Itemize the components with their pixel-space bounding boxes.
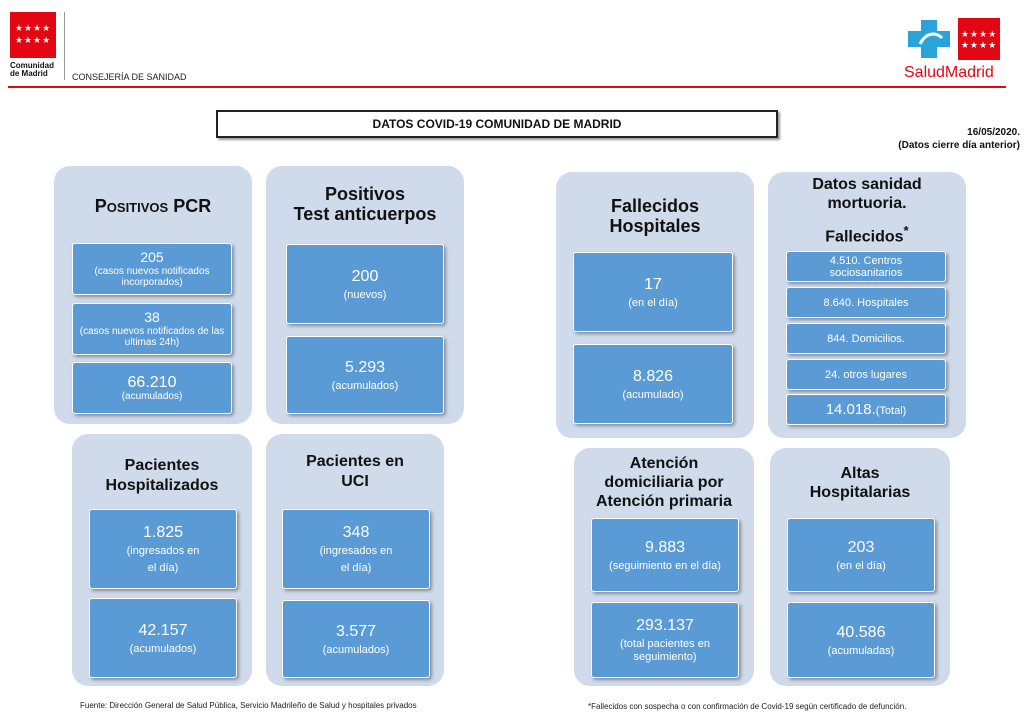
panel-pacientes-uci bbox=[266, 434, 444, 686]
panel-pacientes-hospitalizados bbox=[72, 434, 252, 686]
fallecidos-card-acumulado: 8.826 (acumulado) bbox=[573, 344, 733, 424]
footer-note: *Fallecidos con sospecha o con confirmación de Covid-19 según certificado de defunción. bbox=[588, 702, 907, 711]
panel-title: Pacientes Hospitalizados bbox=[105, 457, 219, 494]
mortuoria-row-domicilios: 844. Domicilios. bbox=[786, 323, 946, 354]
uci-card-ingresados: 348 (ingresados en el día) bbox=[282, 509, 430, 589]
altas-card-acumuladas: 40.586 (acumuladas) bbox=[787, 602, 935, 678]
panel-title: Positivos Test anticuerpos bbox=[293, 184, 437, 224]
flag-stars-top: ★★★★ bbox=[14, 23, 52, 33]
org-name: Comunidad de Madrid bbox=[10, 61, 54, 78]
mortuoria-row-centros: 4.510. Centros sociosanitarios bbox=[786, 251, 946, 282]
panel-title: Pacientes en UCI bbox=[306, 453, 404, 490]
atencion-card-seguimiento-dia: 9.883 (seguimiento en el día) bbox=[591, 518, 739, 592]
fallecidos-card-en-el-dia: 17 (en el día) bbox=[573, 252, 733, 332]
panel-positivos-anticuerpos bbox=[266, 166, 464, 424]
anticuerpos-card-acumulados: 5.293 (acumulados) bbox=[286, 336, 444, 414]
panel-title: Altas Hospitalarias bbox=[809, 465, 911, 501]
mortuoria-row-hospitales: 8.640. Hospitales bbox=[786, 287, 946, 318]
header-red-line bbox=[8, 86, 1006, 88]
pcr-card-nuevos-incorporados: 205 (casos nuevos notificados incorporados) bbox=[72, 243, 232, 295]
panel-positivos-pcr bbox=[54, 166, 252, 424]
panel-fallecidos-hospitales bbox=[556, 172, 754, 438]
salud-madrid-cross-icon bbox=[906, 18, 952, 60]
footnote-mark: * bbox=[903, 223, 909, 238]
comunidad-madrid-logo bbox=[10, 12, 56, 58]
panel-title: Positivos PCR bbox=[94, 196, 212, 216]
panel-title: Atención domiciliaria por Atención primaria bbox=[595, 455, 733, 510]
panel-title: Fallecidos Hospitales bbox=[609, 196, 701, 236]
hospitalizados-card-acumulados: 42.157 (acumulados) bbox=[89, 598, 237, 678]
department-label: CONSEJERÍA DE SANIDAD bbox=[72, 72, 187, 82]
panel-title: Datos sanidad mortuoria. Fallecidos* bbox=[812, 176, 922, 246]
report-title: DATOS COVID-19 COMUNIDAD DE MADRID bbox=[216, 110, 778, 138]
report-date: 16/05/2020. (Datos cierre día anterior) bbox=[898, 127, 1020, 151]
flag-stars-bottom: ★★★★ bbox=[14, 35, 52, 45]
salud-madrid-flag: ★★★★ ★★★★ bbox=[958, 18, 1000, 60]
panel-atencion-domiciliaria bbox=[574, 448, 754, 686]
mortuoria-row-total: 14.018.(Total) bbox=[786, 394, 946, 425]
panel-altas-hospitalarias bbox=[770, 448, 950, 686]
panel-sanidad-mortuoria bbox=[768, 172, 966, 438]
hospitalizados-card-ingresados: 1.825 (ingresados en el día) bbox=[89, 509, 237, 589]
mortuoria-row-otros: 24. otros lugares bbox=[786, 359, 946, 390]
pcr-card-acumulados: 66.210 (acumulados) bbox=[72, 362, 232, 414]
pcr-card-nuevos-24h: 38 (casos nuevos notificados de las ultimas 24h) bbox=[72, 303, 232, 355]
header-divider bbox=[64, 12, 65, 80]
footer-source: Fuente: Dirección General de Salud Pública, Servicio Madrileño de Salud y hospitales privados bbox=[80, 701, 417, 710]
anticuerpos-card-nuevos: 200 (nuevos) bbox=[286, 244, 444, 324]
atencion-card-total: 293.137 (total pacientes en seguimiento) bbox=[591, 602, 739, 678]
salud-madrid-brand: SaludMadrid bbox=[904, 64, 994, 81]
uci-card-acumulados: 3.577 (acumulados) bbox=[282, 600, 430, 678]
altas-card-en-el-dia: 203 (en el día) bbox=[787, 518, 935, 592]
